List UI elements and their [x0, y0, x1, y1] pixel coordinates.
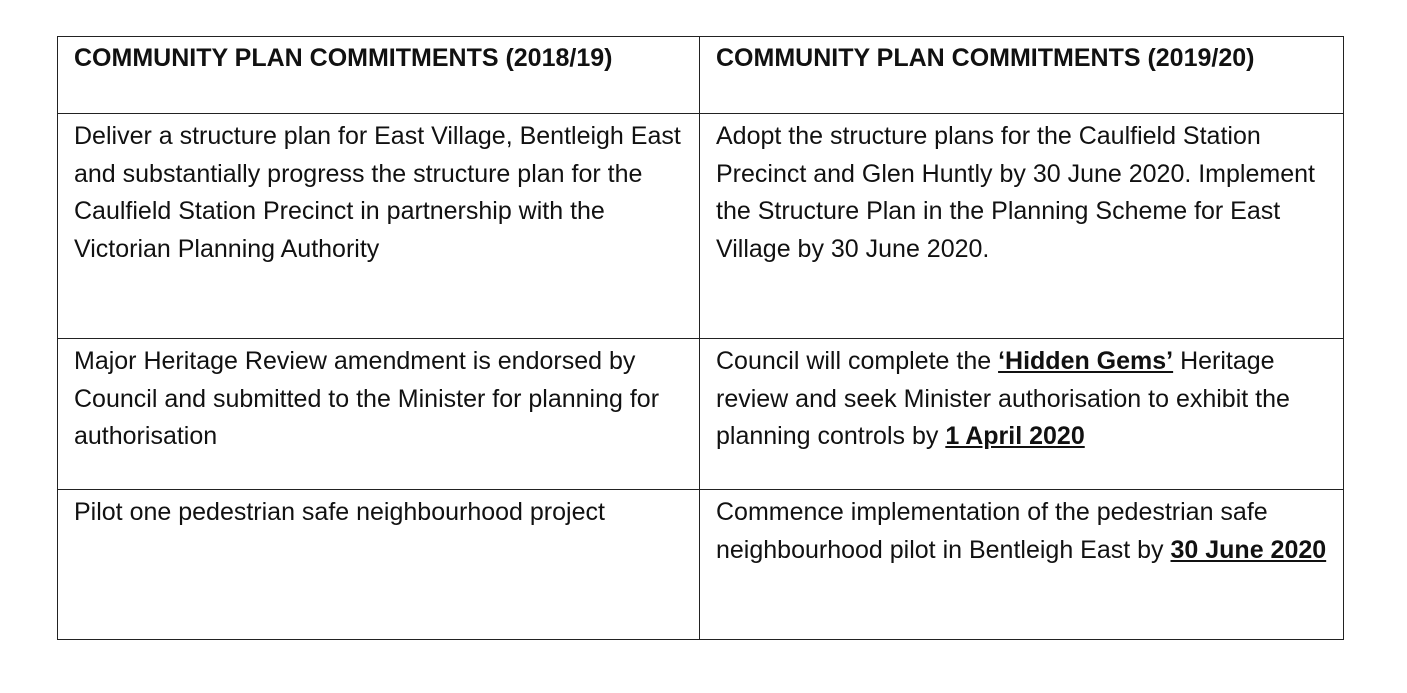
header-2018-19: COMMUNITY PLAN COMMITMENTS (2018/19)	[58, 37, 700, 114]
table-row	[58, 490, 1344, 640]
cell-2018-19-pedestrian: Pilot one pedestrian safe neighbourhood project	[58, 490, 700, 640]
cell-2018-19-structure-plan: Deliver a structure plan for East Village, Bentleigh East and substantially progress the structure plan for the Caulfield Station Precinct in partnership with the Victorian Planning Authority	[58, 114, 700, 339]
cell-2019-20-pedestrian	[700, 490, 1344, 640]
pedestrian-deadline-emphasis: 30 June 2020	[1170, 535, 1327, 564]
table-row	[58, 339, 1344, 490]
cell-2018-19-heritage: Major Heritage Review amendment is endorsed by Council and submitted to the Minister for planning for authorisation	[58, 339, 700, 490]
heritage-deadline-emphasis: 1 April 2020	[945, 422, 1085, 450]
table-header-row	[58, 37, 1344, 114]
header-2019-20: COMMUNITY PLAN COMMITMENTS (2019/20)	[700, 37, 1344, 114]
cell-2019-20-heritage	[700, 339, 1344, 490]
heritage-text-part1: Council will complete the	[716, 347, 999, 375]
table-row	[58, 114, 1344, 339]
cell-2019-20-structure-plan: Adopt the structure plans for the Caulfield Station Precinct and Glen Huntly by 30 June 2020. Implement the Structure Plan in the Planning Scheme for East Village by 30 June 2020.	[700, 114, 1344, 339]
heritage-text-part2: Heritage review and seek Minister authorisation to exhibit the planning controls by	[716, 347, 1290, 450]
pedestrian-text-part1: Commence implementation of the pedestrian safe neighbourhood pilot in Bentleigh East by	[716, 498, 1268, 564]
commitments-table-container	[57, 36, 1343, 640]
hidden-gems-emphasis: ‘Hidden Gems’	[998, 347, 1174, 375]
commitments-table	[57, 36, 1344, 640]
